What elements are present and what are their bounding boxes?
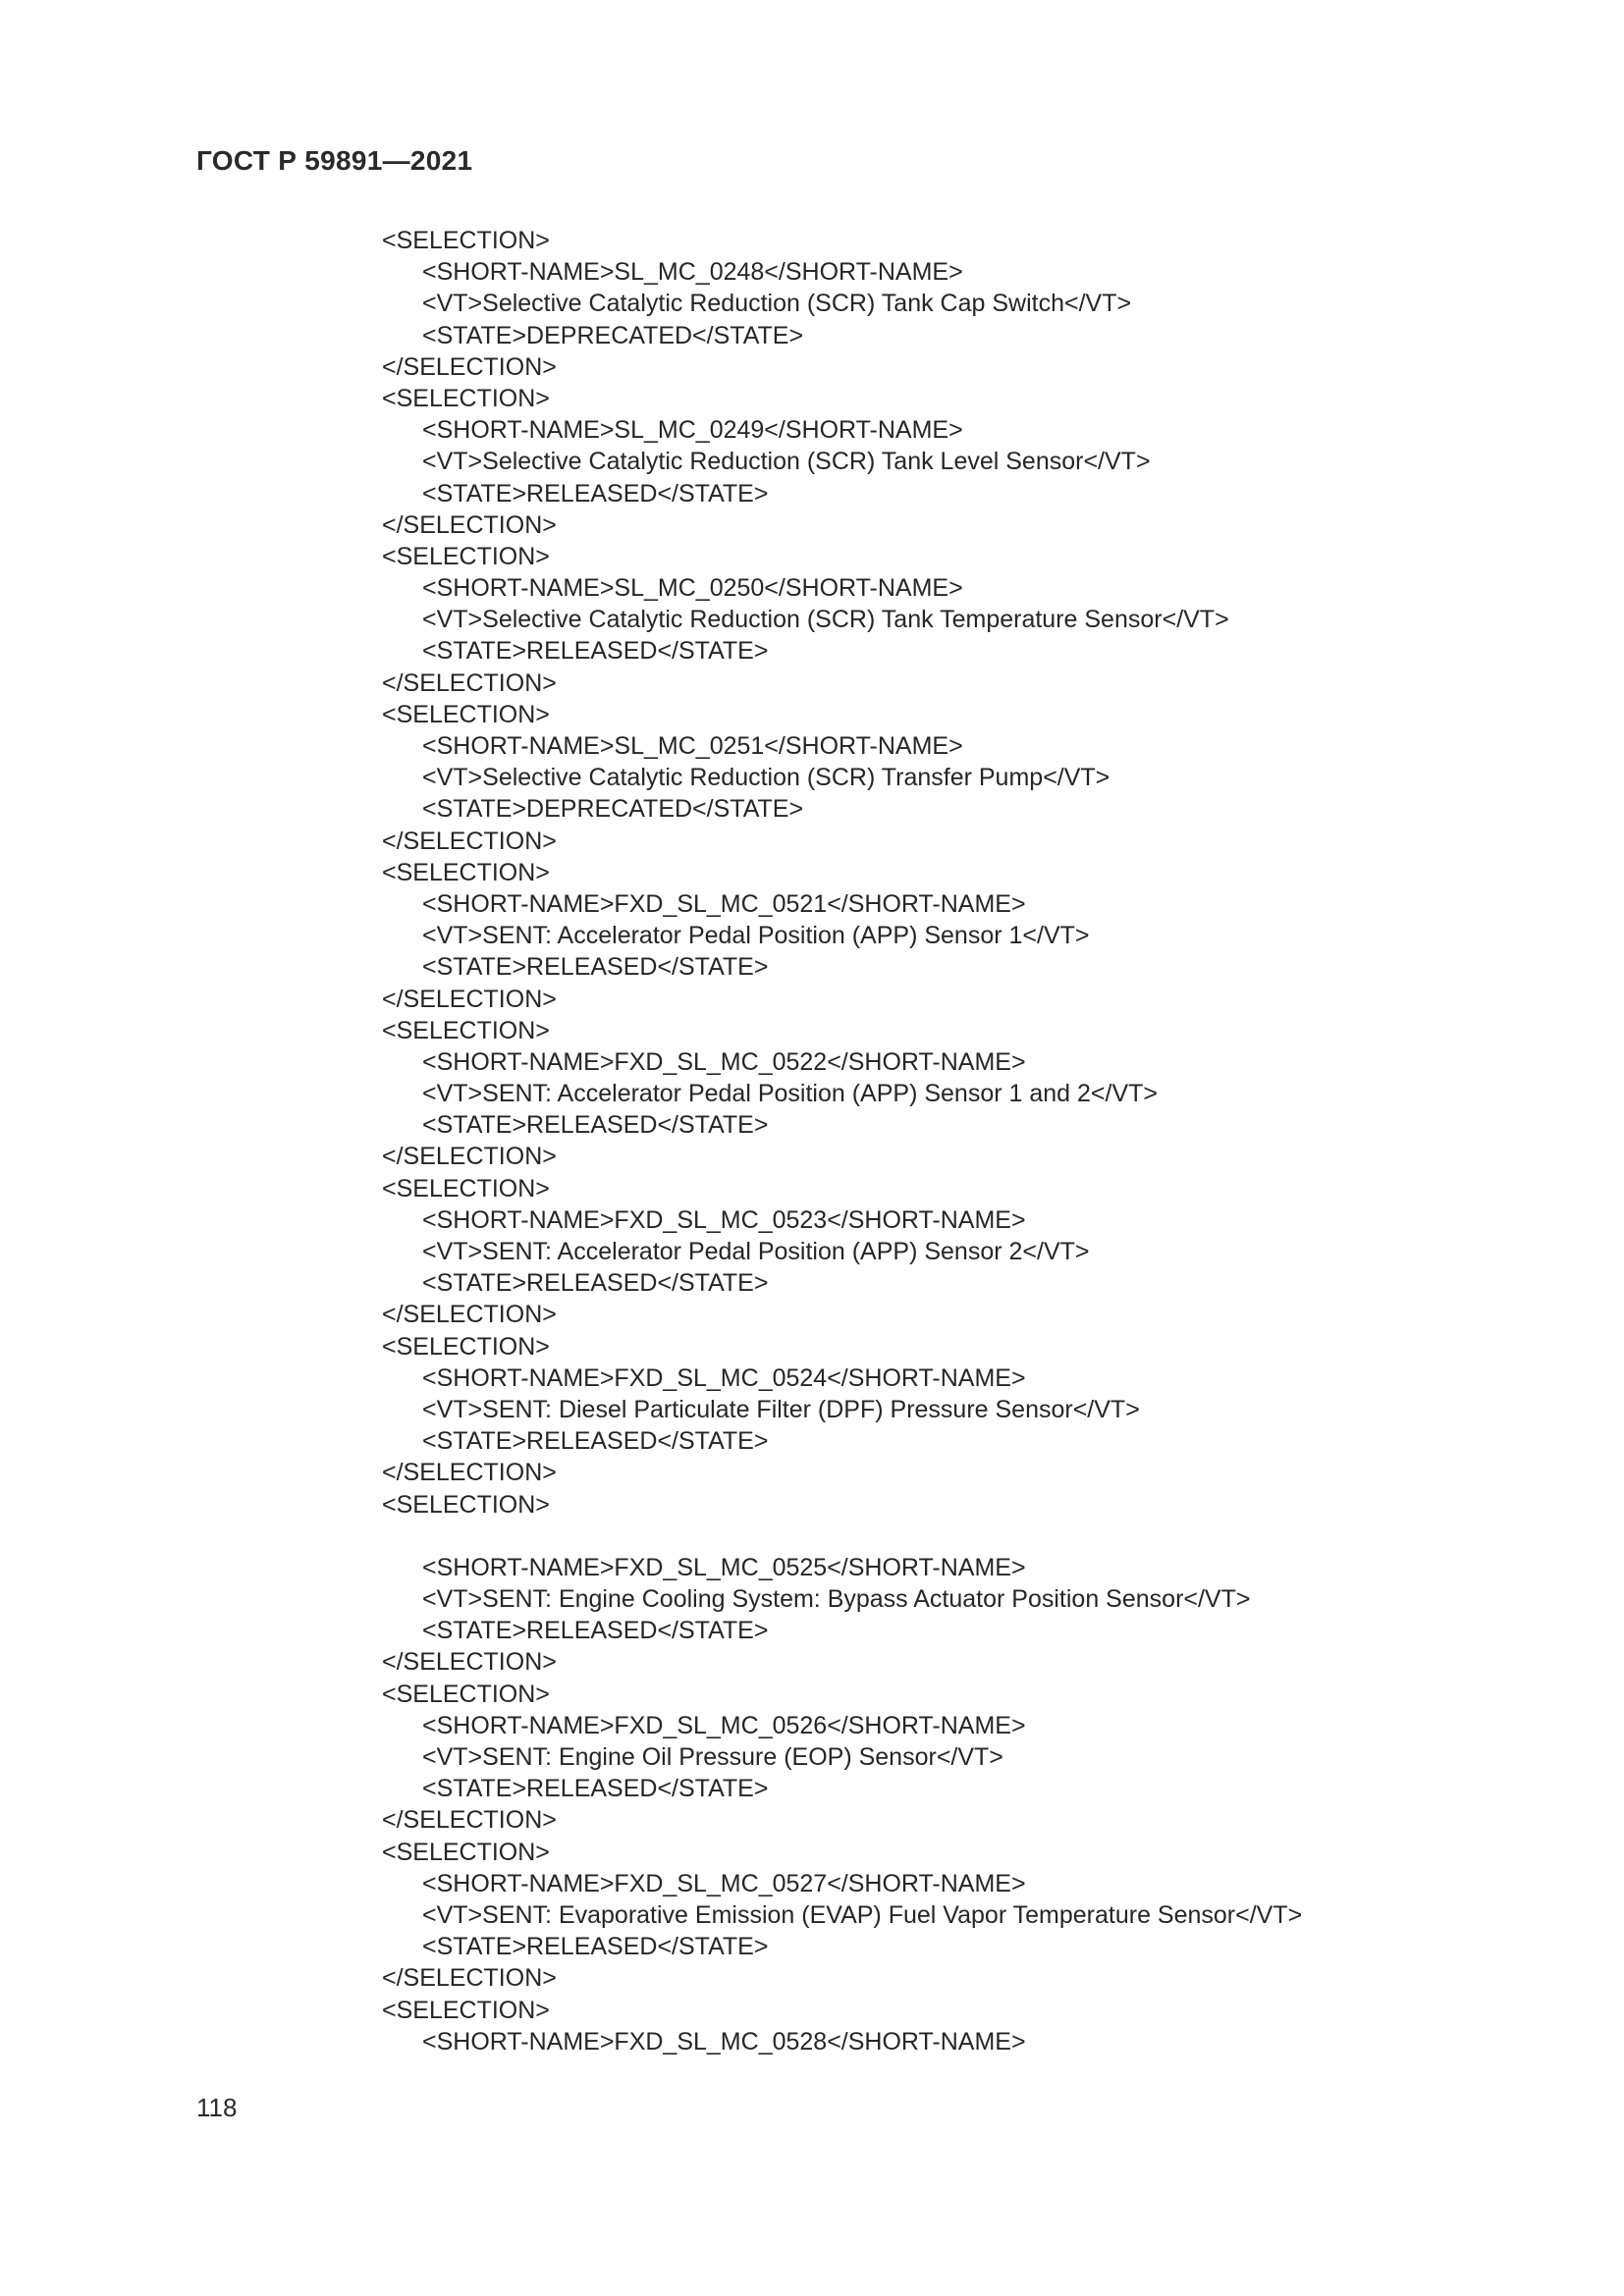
code-line: </SELECTION> (382, 985, 557, 1013)
code-line: <VT>Selective Catalytic Reduction (SCR) Tank Cap Switch</VT> (422, 290, 1132, 318)
code-line: <SELECTION> (382, 1838, 550, 1866)
code-line: <VT>SENT: Evaporative Emission (EVAP) Fuel Vapor Temperature Sensor</VT> (422, 1900, 1303, 1929)
code-line: <SELECTION> (382, 1016, 550, 1044)
code-line: </SELECTION> (382, 510, 557, 539)
code-line: <VT>SENT: Engine Oil Pressure (EOP) Sensor</VT> (422, 1743, 1003, 1771)
code-line: <VT>SENT: Accelerator Pedal Position (APP) Sensor 1 and 2</VT> (422, 1080, 1158, 1108)
code-line: <SHORT-NAME>FXD_SL_MC_0527</SHORT-NAME> (422, 1869, 1026, 1897)
code-line: <VT>SENT: Diesel Particulate Filter (DPF) Pressure Sensor</VT> (422, 1395, 1140, 1423)
code-line: <STATE>RELEASED</STATE> (422, 1427, 769, 1456)
code-line: <STATE>DEPRECATED</STATE> (422, 321, 804, 349)
code-line: </SELECTION> (382, 668, 557, 697)
code-line: <STATE>RELEASED</STATE> (422, 1111, 769, 1140)
code-line: <SELECTION> (382, 1680, 550, 1708)
code-line: <SHORT-NAME>FXD_SL_MC_0524</SHORT-NAME> (422, 1363, 1026, 1392)
code-line: <SELECTION> (382, 700, 550, 728)
code-line: <SHORT-NAME>FXD_SL_MC_0526</SHORT-NAME> (422, 1711, 1026, 1739)
code-line: <SHORT-NAME>FXD_SL_MC_0523</SHORT-NAME> (422, 1205, 1026, 1234)
page-number: 118 (196, 2093, 238, 2122)
xml-code-block (382, 225, 1511, 2057)
code-line: </SELECTION> (382, 827, 557, 855)
code-line: </SELECTION> (382, 1964, 557, 1993)
code-line: </SELECTION> (382, 1459, 557, 1487)
code-line: <STATE>RELEASED</STATE> (422, 637, 769, 666)
code-line: </SELECTION> (382, 1648, 557, 1677)
code-line: <VT>Selective Catalytic Reduction (SCR) Tank Level Sensor</VT> (422, 448, 1151, 476)
code-line: <SHORT-NAME>SL_MC_0250</SHORT-NAME> (422, 574, 963, 603)
code-line: <VT>SENT: Engine Cooling System: Bypass Actuator Position Sensor</VT> (422, 1585, 1251, 1614)
code-line: <SELECTION> (382, 1996, 550, 2024)
code-line: <SHORT-NAME>SL_MC_0251</SHORT-NAME> (422, 732, 963, 760)
code-line: <SELECTION> (382, 1332, 550, 1361)
code-line: <SELECTION> (382, 1174, 550, 1202)
code-line: <STATE>DEPRECATED</STATE> (422, 795, 804, 824)
code-line: <SELECTION> (382, 384, 550, 412)
code-line: <STATE>RELEASED</STATE> (422, 479, 769, 507)
code-line: </SELECTION> (382, 1806, 557, 1835)
code-line: <STATE>RELEASED</STATE> (422, 1775, 769, 1803)
code-line: <STATE>RELEASED</STATE> (422, 953, 769, 982)
code-line: <SHORT-NAME>FXD_SL_MC_0528</SHORT-NAME> (422, 2027, 1026, 2056)
document-header: ГОСТ Р 59891—2021 (196, 145, 473, 176)
code-line: <SHORT-NAME>SL_MC_0248</SHORT-NAME> (422, 258, 963, 287)
code-line: <SELECTION> (382, 542, 550, 570)
code-line: </SELECTION> (382, 1143, 557, 1171)
blank-line (382, 1521, 1511, 1552)
code-line: <STATE>RELEASED</STATE> (422, 1617, 769, 1645)
code-line: <SELECTION> (382, 1490, 550, 1519)
code-line: <VT>Selective Catalytic Reduction (SCR) Transfer Pump</VT> (422, 764, 1110, 792)
code-line: </SELECTION> (382, 1301, 557, 1329)
code-line: <SHORT-NAME>FXD_SL_MC_0522</SHORT-NAME> (422, 1047, 1026, 1076)
code-line: <STATE>RELEASED</STATE> (422, 1269, 769, 1298)
code-line: <VT>Selective Catalytic Reduction (SCR) Tank Temperature Sensor</VT> (422, 606, 1229, 634)
code-line: </SELECTION> (382, 352, 557, 381)
code-line: <VT>SENT: Accelerator Pedal Position (APP) Sensor 2</VT> (422, 1238, 1090, 1265)
code-line: <SELECTION> (382, 858, 550, 886)
code-line: <SHORT-NAME>SL_MC_0249</SHORT-NAME> (422, 416, 963, 445)
code-line: <VT>SENT: Accelerator Pedal Position (APP) Sensor 1</VT> (422, 922, 1090, 950)
code-line: <SHORT-NAME>FXD_SL_MC_0525</SHORT-NAME> (422, 1553, 1026, 1581)
code-line: <SHORT-NAME>FXD_SL_MC_0521</SHORT-NAME> (422, 889, 1026, 918)
code-line: <STATE>RELEASED</STATE> (422, 1933, 769, 1961)
code-line: <SELECTION> (382, 227, 550, 254)
